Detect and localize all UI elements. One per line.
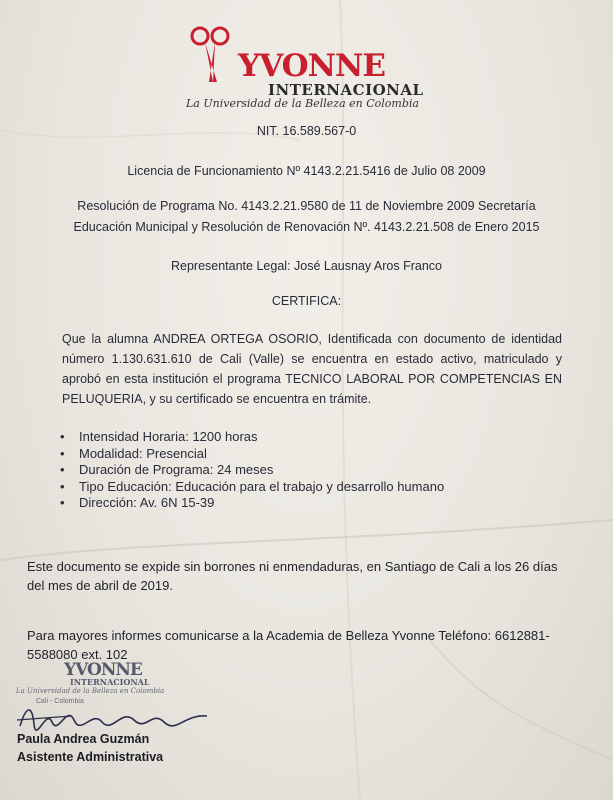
scissors-logo-icon — [188, 26, 238, 88]
licencia-line: Licencia de Funcionamiento Nº 4143.2.21.5416 de Julio 08 2009 — [127, 164, 486, 178]
representante-legal: Representante Legal: José Lausnay Aros Franco — [170, 259, 442, 273]
stamp-tagline: La Universidad de la Belleza en Colombia — [16, 687, 165, 695]
cert-body: Identificada con documento de identidad número 1.130.631.610 de Cali (Valle) se encuentra en estado activo, matriculado y aprobó en esta institución el programa — [62, 332, 562, 386]
certification-paragraph — [62, 329, 562, 409]
list-item: • Tipo Educación: Educación para el trabajo y desarrollo humano — [60, 479, 444, 496]
stamp-subtitle: INTERNACIONAL — [70, 677, 150, 687]
signer-name: Paula Andrea Guzmán — [17, 732, 150, 746]
list-item: • Duración de Programa: 24 meses — [60, 462, 444, 479]
list-item: • Intensidad Horaria: 1200 horas — [60, 429, 444, 446]
logo-name: YVONNE — [238, 48, 385, 84]
resolucion-line-1: Resolución de Programa No. 4143.2.21.9580 de 11 de Noviembre 2009 Secretaría — [77, 199, 536, 213]
expide-statement: Este documento se expide sin borrones ni enmendaduras, en Santiago de Cali a los 26 días del mes de abril de 2019. — [27, 559, 558, 593]
resolucion-line-2: Educación Municipal y Resolución de Renovación Nº. 4143.2.21.508 de Enero 2015 — [73, 220, 540, 234]
signer-title: Asistente Administrativa — [17, 750, 164, 764]
nit-number: NIT. 16.589.567-0 — [256, 124, 357, 138]
cert-closing: y su certificado se encuentra en trámite. — [146, 392, 372, 406]
stamp-name: YVONNE — [64, 660, 142, 680]
cert-intro: Que la alumna — [62, 332, 154, 346]
contact-info: Para mayores informes comunicarse a la Academia de Belleza Yvonne Teléfono: 6612881-5588080 ext. 102 — [27, 628, 550, 662]
student-name: ANDREA ORTEGA OSORIO, — [153, 332, 322, 346]
list-item: • Modalidad: Presencial — [60, 446, 444, 463]
stamp-city: Cali - Colombia — [36, 698, 84, 705]
certifica-heading: CERTIFICA: — [271, 294, 342, 308]
tagline: La Universidad de la Belleza en Colombia — [186, 97, 419, 110]
list-item: • Dirección: Av. 6N 15-39 — [60, 495, 444, 512]
logo-subtitle: INTERNACIONAL — [268, 81, 424, 99]
signature-icon — [12, 696, 212, 736]
program-name: TECNICO LABORAL POR COMPETENCIAS EN PELUQUERIA, — [62, 372, 562, 406]
program-details-list — [60, 429, 444, 512]
